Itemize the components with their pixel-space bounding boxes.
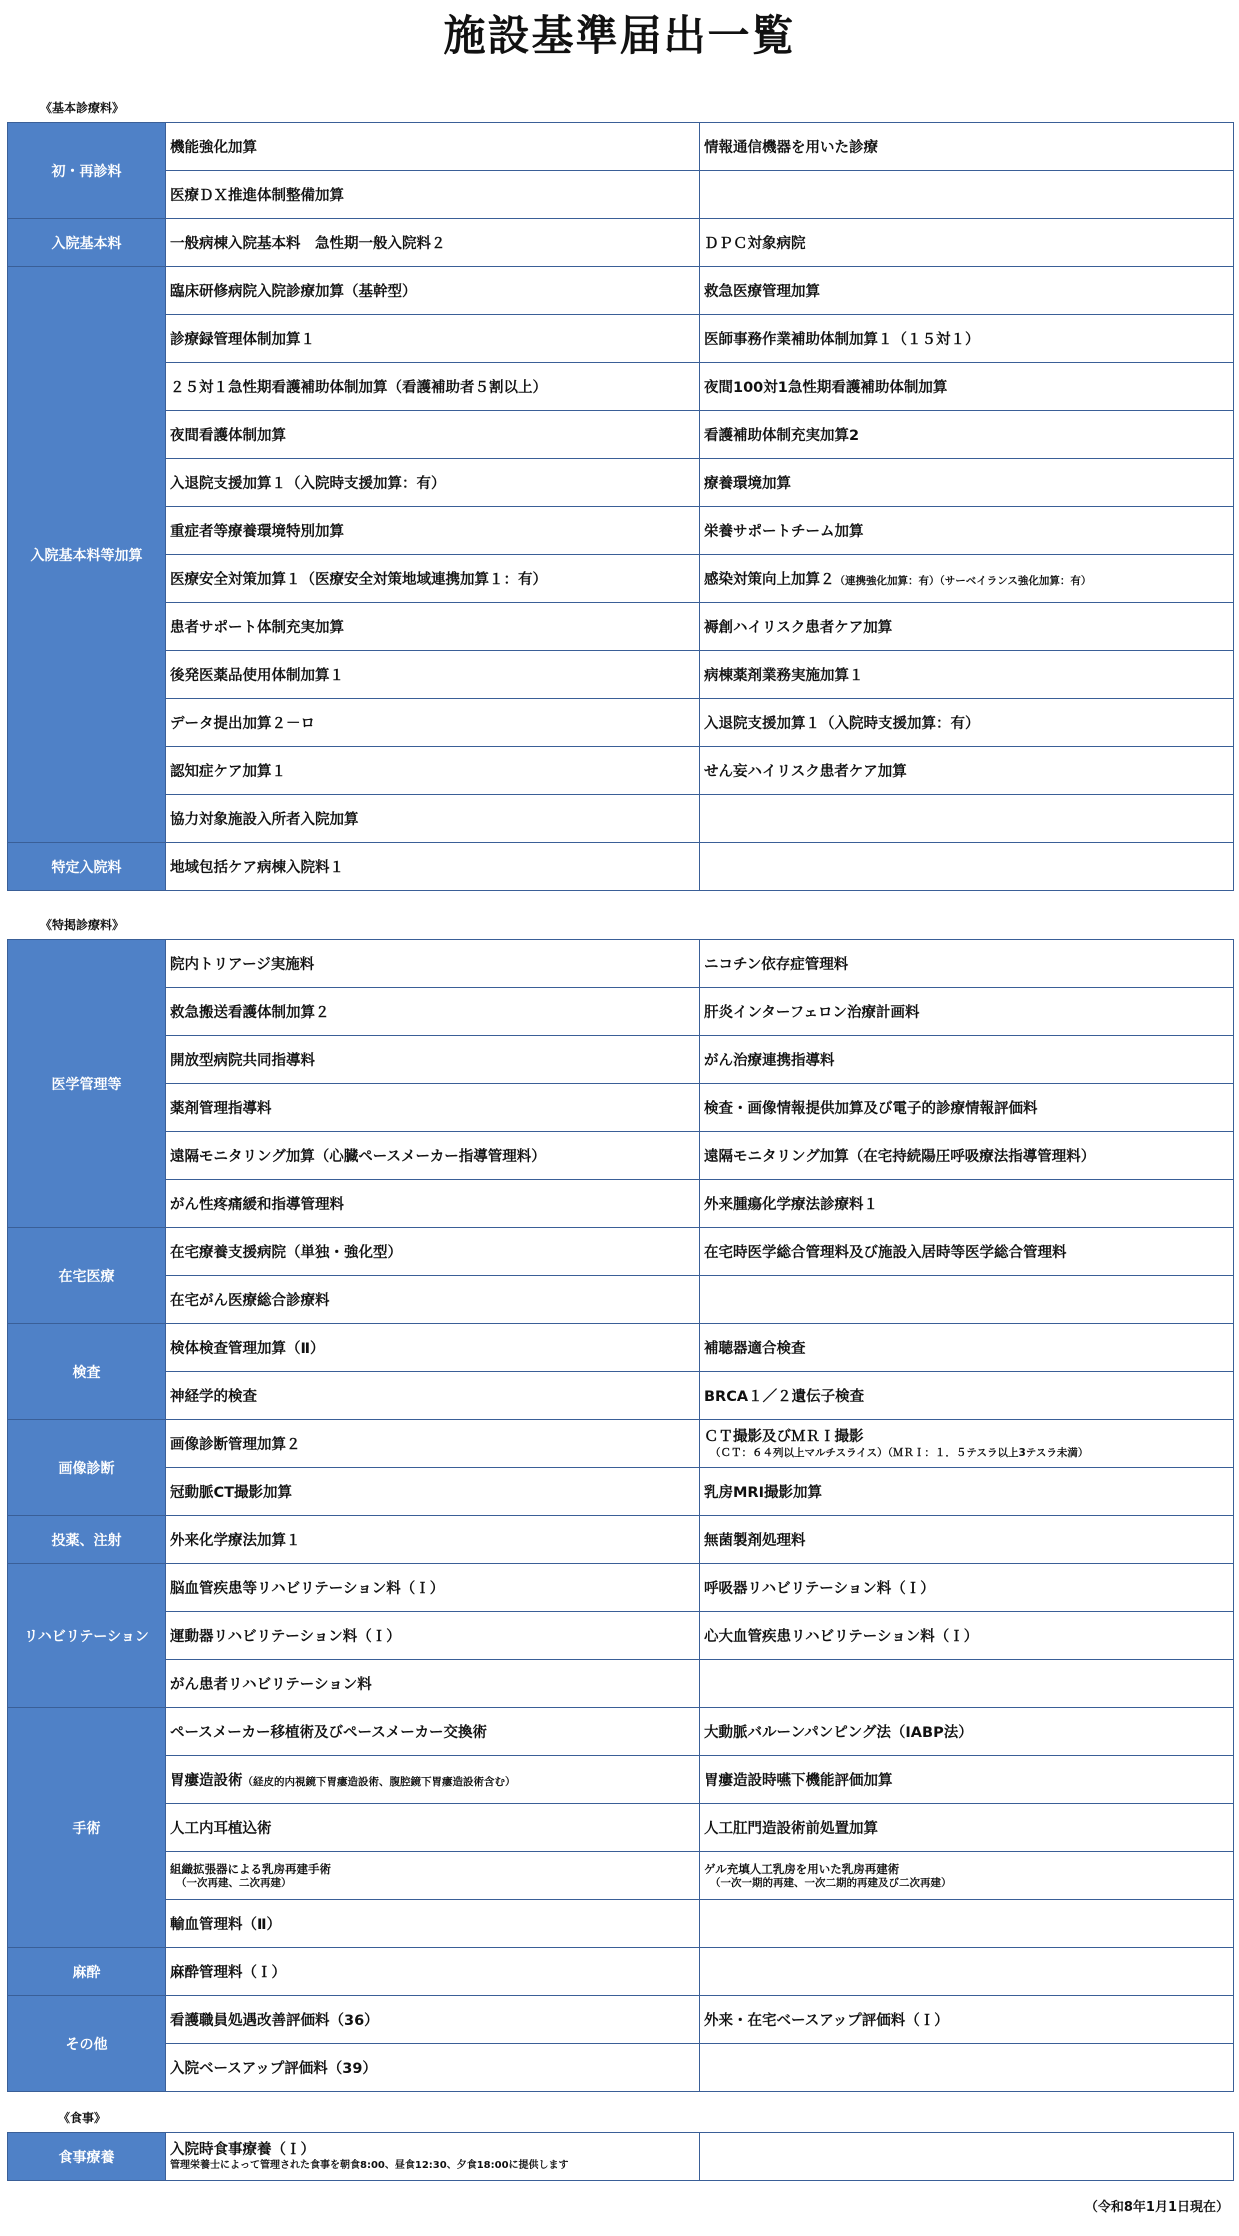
item-cell: 院内トリアージ実施料 bbox=[166, 940, 700, 988]
table-row bbox=[8, 267, 1234, 315]
item-text: 感染対策向上加算２ bbox=[704, 572, 835, 588]
table-row bbox=[8, 1852, 1234, 1900]
item-text: 組織拡張器による乳房再建手術 bbox=[170, 1861, 331, 1876]
table-row bbox=[8, 1708, 1234, 1756]
item-cell: 胃瘻造設時嚥下機能評価加算 bbox=[700, 1756, 1234, 1804]
item-cell: 医療ＤＸ推進体制整備加算 bbox=[166, 171, 700, 219]
section-label-meal: 《食事》 bbox=[58, 2111, 107, 2125]
item-cell: 肝炎インターフェロン治療計画料 bbox=[700, 988, 1234, 1036]
item-cell: 脳血管疾患等リハビリテーション料（Ｉ） bbox=[166, 1564, 700, 1612]
item-cell: 外来化学療法加算１ bbox=[166, 1516, 700, 1564]
item-cell: 療養環境加算 bbox=[700, 459, 1234, 507]
table-row bbox=[8, 699, 1234, 747]
item-note: （一次再建、二次再建） bbox=[176, 1876, 292, 1889]
item-cell: ２５対１急性期看護補助体制加算（看護補助者５割以上） bbox=[166, 363, 700, 411]
item-cell: 人工内耳植込術 bbox=[166, 1804, 700, 1852]
item-cell: 呼吸器リハビリテーション料（Ｉ） bbox=[700, 1564, 1234, 1612]
table-row bbox=[8, 1324, 1234, 1372]
item-cell: 外来・在宅ベースアップ評価料（Ｉ） bbox=[700, 1996, 1234, 2044]
empty-cell bbox=[700, 1948, 1234, 1996]
item-cell: 夜間看護体制加算 bbox=[166, 411, 700, 459]
table-row bbox=[8, 1372, 1234, 1420]
item-cell: 無菌製剤処理料 bbox=[700, 1516, 1234, 1564]
item-cell: ニコチン依存症管理料 bbox=[700, 940, 1234, 988]
item-cell: 救急医療管理加算 bbox=[700, 267, 1234, 315]
item-cell bbox=[166, 2133, 700, 2181]
item-cell: 情報通信機器を用いた診療 bbox=[700, 123, 1234, 171]
item-cell: 在宅療養支援病院（単独・強化型） bbox=[166, 1228, 700, 1276]
empty-cell bbox=[700, 2044, 1234, 2092]
table-row bbox=[8, 1948, 1234, 1996]
item-cell: 患者サポート体制充実加算 bbox=[166, 603, 700, 651]
item-cell: がん性疼痛緩和指導管理料 bbox=[166, 1180, 700, 1228]
item-cell: 機能強化加算 bbox=[166, 123, 700, 171]
item-cell: 栄養サポートチーム加算 bbox=[700, 507, 1234, 555]
table-row bbox=[8, 1516, 1234, 1564]
item-text: ゲル充填人工乳房を用いた乳房再建術 bbox=[704, 1861, 900, 1876]
table-row bbox=[8, 2044, 1234, 2092]
table-row bbox=[8, 1036, 1234, 1084]
table-row bbox=[8, 219, 1234, 267]
item-cell: 一般病棟入院基本料 急性期一般入院料２ bbox=[166, 219, 700, 267]
table-row bbox=[8, 1996, 1234, 2044]
item-cell: ＤＰＣ対象病院 bbox=[700, 219, 1234, 267]
item-cell: 臨床研修病院入院診療加算（基幹型） bbox=[166, 267, 700, 315]
item-cell bbox=[700, 1420, 1234, 1468]
table-row bbox=[8, 747, 1234, 795]
table-row bbox=[8, 171, 1234, 219]
table-row bbox=[8, 411, 1234, 459]
item-cell: 心大血管疾患リハビリテーション料（Ｉ） bbox=[700, 1612, 1234, 1660]
special-table bbox=[7, 939, 1234, 2092]
item-cell bbox=[700, 555, 1234, 603]
section-label-basic: 《基本診療料》 bbox=[40, 101, 125, 115]
item-cell: 検査・画像情報提供加算及び電子的診療情報評価料 bbox=[700, 1084, 1234, 1132]
item-cell: 麻酔管理料（Ｉ） bbox=[166, 1948, 700, 1996]
table-row bbox=[8, 1276, 1234, 1324]
category-cell: 画像診断 bbox=[8, 1420, 166, 1516]
table-row bbox=[8, 1420, 1234, 1468]
table-row bbox=[8, 1804, 1234, 1852]
table-row bbox=[8, 988, 1234, 1036]
item-cell: 遠隔モニタリング加算（在宅持続陽圧呼吸療法指導管理料） bbox=[700, 1132, 1234, 1180]
category-cell: 初・再診料 bbox=[8, 123, 166, 219]
item-text: 入院時食事療養（Ｉ） bbox=[170, 2141, 315, 2158]
item-cell: 在宅時医学総合管理料及び施設入居時等医学総合管理料 bbox=[700, 1228, 1234, 1276]
item-note: （ＣＴ：６４列以上マルチスライス）（ＭＲＩ：１．５テスラ以上3テスラ未満） bbox=[710, 1446, 1089, 1459]
item-cell: 褥創ハイリスク患者ケア加算 bbox=[700, 603, 1234, 651]
table-row bbox=[8, 459, 1234, 507]
item-cell: 後発医薬品使用体制加算１ bbox=[166, 651, 700, 699]
item-cell: 病棟薬剤業務実施加算１ bbox=[700, 651, 1234, 699]
category-cell: 入院基本料 bbox=[8, 219, 166, 267]
table-row bbox=[8, 1660, 1234, 1708]
item-text: ＣＴ撮影及びＭＲＩ撮影 bbox=[704, 1428, 864, 1445]
item-cell: 外来腫瘍化学療法診療料１ bbox=[700, 1180, 1234, 1228]
item-cell: 入退院支援加算１（入院時支援加算：有） bbox=[166, 459, 700, 507]
table-row bbox=[8, 651, 1234, 699]
table-row bbox=[8, 1612, 1234, 1660]
item-cell: 遠隔モニタリング加算（心臓ペースメーカー指導管理料） bbox=[166, 1132, 700, 1180]
item-cell: BRCA１／２遺伝子検査 bbox=[700, 1372, 1234, 1420]
item-cell bbox=[166, 1852, 700, 1900]
table-row bbox=[8, 315, 1234, 363]
item-cell: がん患者リハビリテーション料 bbox=[166, 1660, 700, 1708]
item-cell: 協力対象施設入所者入院加算 bbox=[166, 795, 700, 843]
table-row bbox=[8, 603, 1234, 651]
item-cell: 検体検査管理加算（Ⅱ） bbox=[166, 1324, 700, 1372]
category-cell: 特定入院料 bbox=[8, 843, 166, 891]
item-cell bbox=[700, 1852, 1234, 1900]
item-cell: 入院ベースアップ評価料（39） bbox=[166, 2044, 700, 2092]
item-cell: 薬剤管理指導料 bbox=[166, 1084, 700, 1132]
table-row bbox=[8, 1132, 1234, 1180]
item-cell: 運動器リハビリテーション料（Ｉ） bbox=[166, 1612, 700, 1660]
category-cell: その他 bbox=[8, 1996, 166, 2092]
item-note: （経皮的内視鏡下胃瘻造設術、腹腔鏡下胃瘻造設術含む） bbox=[242, 1776, 516, 1788]
item-cell: 認知症ケア加算１ bbox=[166, 747, 700, 795]
item-cell: 医療安全対策加算１（医療安全対策地域連携加算１：有） bbox=[166, 555, 700, 603]
table-row bbox=[8, 1228, 1234, 1276]
empty-cell bbox=[700, 1276, 1234, 1324]
empty-cell bbox=[700, 1900, 1234, 1948]
item-cell: 重症者等療養環境特別加算 bbox=[166, 507, 700, 555]
item-cell: がん治療連携指導料 bbox=[700, 1036, 1234, 1084]
category-cell: リハビリテーション bbox=[8, 1564, 166, 1708]
item-cell: 夜間100対1急性期看護補助体制加算 bbox=[700, 363, 1234, 411]
item-cell: 地域包括ケア病棟入院料１ bbox=[166, 843, 700, 891]
item-cell bbox=[166, 1756, 700, 1804]
item-cell: 冠動脈CT撮影加算 bbox=[166, 1468, 700, 1516]
item-cell: 神経学的検査 bbox=[166, 1372, 700, 1420]
item-cell: 補聴器適合検査 bbox=[700, 1324, 1234, 1372]
item-cell: データ提出加算２－ロ bbox=[166, 699, 700, 747]
empty-cell bbox=[700, 171, 1234, 219]
table-row bbox=[8, 795, 1234, 843]
page-title: 施設基準届出一覧 bbox=[443, 11, 796, 60]
item-cell: 医師事務作業補助体制加算１（１５対１） bbox=[700, 315, 1234, 363]
item-cell: 開放型病院共同指導料 bbox=[166, 1036, 700, 1084]
item-note: （一次一期的再建、一次二期的再建及び二次再建） bbox=[710, 1876, 952, 1889]
table-row bbox=[8, 843, 1234, 891]
meal-table bbox=[7, 2132, 1234, 2181]
empty-cell bbox=[700, 2133, 1234, 2181]
item-cell: 輸血管理料（Ⅱ） bbox=[166, 1900, 700, 1948]
category-cell: 投薬、注射 bbox=[8, 1516, 166, 1564]
table-row bbox=[8, 1564, 1234, 1612]
item-cell: 看護補助体制充実加算2 bbox=[700, 411, 1234, 459]
table-row bbox=[8, 363, 1234, 411]
category-cell: 入院基本料等加算 bbox=[8, 267, 166, 843]
item-note: （連携強化加算：有）（サーベイランス強化加算：有） bbox=[834, 575, 1092, 587]
table-row bbox=[8, 507, 1234, 555]
empty-cell bbox=[700, 1660, 1234, 1708]
table-row bbox=[8, 940, 1234, 988]
empty-cell bbox=[700, 795, 1234, 843]
table-row bbox=[8, 555, 1234, 603]
item-cell: ペースメーカー移植術及びペースメーカー交換術 bbox=[166, 1708, 700, 1756]
category-cell: 検査 bbox=[8, 1324, 166, 1420]
empty-cell bbox=[700, 843, 1234, 891]
item-cell: 救急搬送看護体制加算２ bbox=[166, 988, 700, 1036]
category-cell: 麻酔 bbox=[8, 1948, 166, 1996]
table-row bbox=[8, 123, 1234, 171]
category-cell: 在宅医療 bbox=[8, 1228, 166, 1324]
item-cell: 診療録管理体制加算１ bbox=[166, 315, 700, 363]
category-cell: 手術 bbox=[8, 1708, 166, 1948]
table-row bbox=[8, 1468, 1234, 1516]
table-row bbox=[8, 1756, 1234, 1804]
category-cell: 食事療養 bbox=[8, 2133, 166, 2181]
table-row bbox=[8, 1084, 1234, 1132]
table-row bbox=[8, 2133, 1234, 2181]
item-cell: 乳房MRI撮影加算 bbox=[700, 1468, 1234, 1516]
section-label-special: 《特掲診療料》 bbox=[40, 918, 125, 932]
item-cell: 在宅がん医療総合診療料 bbox=[166, 1276, 700, 1324]
item-cell: せん妄ハイリスク患者ケア加算 bbox=[700, 747, 1234, 795]
category-cell: 医学管理等 bbox=[8, 940, 166, 1228]
basic-table bbox=[7, 122, 1234, 891]
as-of-date: （令和8年1月1日現在） bbox=[1084, 2200, 1229, 2215]
table-row bbox=[8, 1180, 1234, 1228]
item-cell: 人工肛門造設術前処置加算 bbox=[700, 1804, 1234, 1852]
item-note: 管理栄養士によって管理された食事を朝食8:00、昼食12:30、夕食18:00に提供します bbox=[170, 2159, 569, 2171]
item-cell: 看護職員処遇改善評価料（36） bbox=[166, 1996, 700, 2044]
item-cell: 画像診断管理加算２ bbox=[166, 1420, 700, 1468]
item-text: 胃瘻造設術 bbox=[170, 1773, 243, 1789]
table-row bbox=[8, 1900, 1234, 1948]
item-cell: 大動脈バルーンパンピング法（IABP法） bbox=[700, 1708, 1234, 1756]
item-cell: 入退院支援加算１（入院時支援加算：有） bbox=[700, 699, 1234, 747]
